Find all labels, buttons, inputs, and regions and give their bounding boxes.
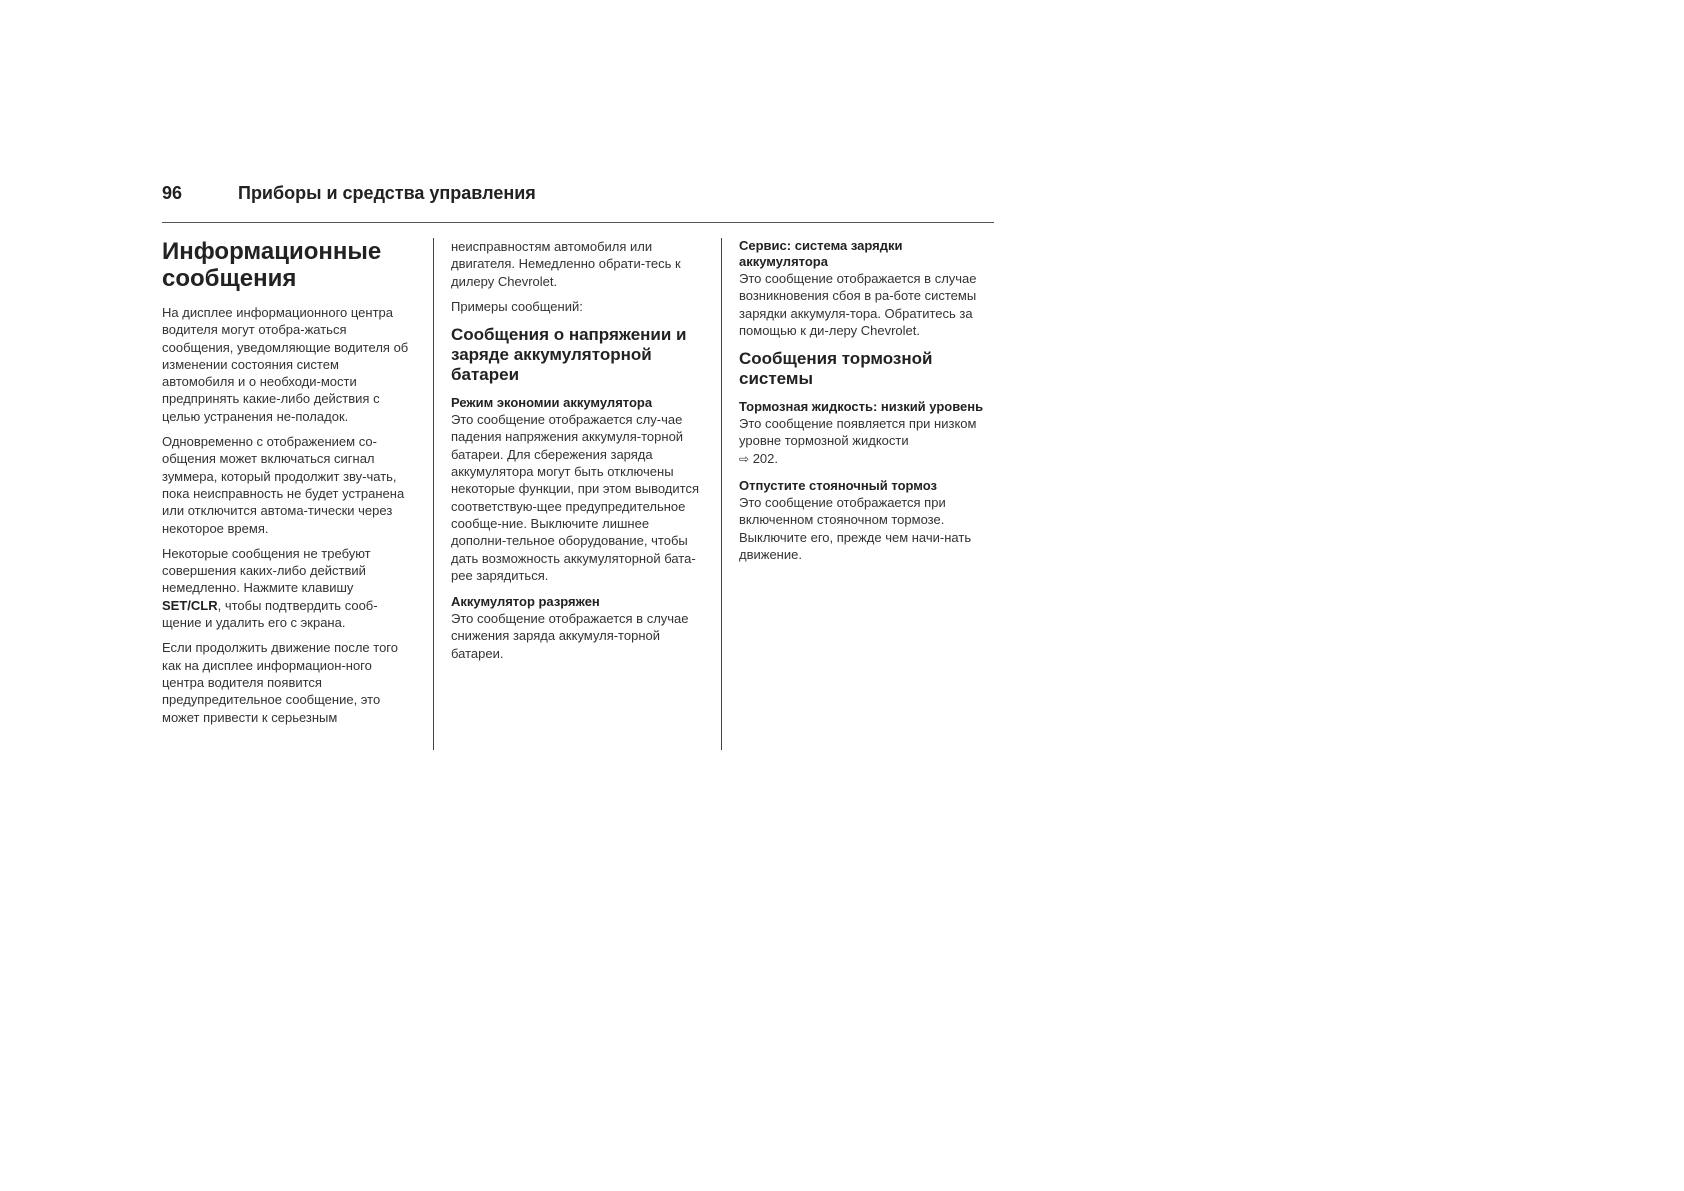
message-entry <box>739 478 995 563</box>
message-text: Это сообщение появляется при низком уровне тормозной жидкости <box>739 416 977 449</box>
subsection-heading: Сообщения о напряжении и заряде аккумуляторной батареи <box>451 325 687 385</box>
paragraph: На дисплее информационного центра водителя могут отобра-жаться сообщения, уведомляющие водителя об изменении состояния систем автомобиля и о необходи-мости предпринять какие-либо действия с целью устранения не-поладок. <box>162 305 409 424</box>
message-description <box>739 415 995 468</box>
message-entry <box>451 395 707 584</box>
message-title: Отпустите стояночный тормоз <box>739 478 937 494</box>
paragraph <box>162 545 414 631</box>
section-title: Информационные сообщения <box>162 238 382 292</box>
header-rule <box>162 222 994 223</box>
paragraph-text: Некоторые сообщения не требуют совершения каких-либо действий немедленно. Нажмите клавишу <box>162 545 371 596</box>
paragraph: Если продолжить движение после того как на дисплее информацион-ного центра водителя появится предупредительное сообщение, это может привести к серьезным <box>162 640 398 725</box>
message-title: Тормозная жидкость: низкий уровень <box>739 399 984 415</box>
column-1 <box>162 238 414 734</box>
message-description: Это сообщение отображается в случае возникновения сбоя в ра-боте системы зарядки аккумуля-тора. Обратитесь за помощью к ди-леру Chevrolet. <box>739 271 977 338</box>
message-description: Это сообщение отображается слу-чае падения напряжения аккумуля-торной батареи. Для сбережения заряда аккумулятора могут быть отключены некоторые функции, при этом выводится соответствую-щее предупредительное сообще-ние. Выключите лишнее дополни-тельное оборудование, чтобы дать возможность аккумуляторной бата-рее зарядиться. <box>451 412 699 583</box>
paragraph: неисправностям автомобиля или двигателя. Немедленно обрати-тесь к дилеру Chevrolet. <box>451 239 681 289</box>
running-head: Приборы и средства управления <box>238 183 536 203</box>
column-3 <box>739 238 995 573</box>
page-number: 96 <box>162 183 183 203</box>
column-divider <box>433 238 434 750</box>
message-entry <box>739 238 995 339</box>
column-2 <box>451 238 707 672</box>
message-entry <box>739 399 995 468</box>
paragraph: Примеры сообщений: <box>451 298 583 314</box>
page-reference[interactable]: 202. <box>752 450 778 466</box>
message-title: Аккумулятор разряжен <box>451 594 600 610</box>
message-description: Это сообщение отображается в случае снижения заряда аккумуля-торной батареи. <box>451 611 689 661</box>
paragraph: Одновременно с отображением со-общения может включаться сигнал зуммера, который продолжит зву-чать, пока неисправность не будет устранена или отключится автома-тически через некоторое время. <box>162 434 405 536</box>
page-reference-icon: ⇨ <box>739 451 750 466</box>
subsection-heading: Сообщения тормозной системы <box>739 349 933 389</box>
message-title: Режим экономии аккумулятора <box>451 395 653 411</box>
paragraph-text: , чтобы подтвердить сооб-щение и удалить его с экрана. <box>162 597 378 631</box>
message-entry <box>451 594 707 662</box>
column-divider <box>721 238 722 750</box>
message-description: Это сообщение отображается при включенном стояночном тормозе. Выключите его, прежде чем начи-нать движение. <box>739 495 972 562</box>
key-name: SET/CLR <box>162 597 218 613</box>
message-title: Сервис: система зарядки аккумулятора <box>739 238 903 269</box>
